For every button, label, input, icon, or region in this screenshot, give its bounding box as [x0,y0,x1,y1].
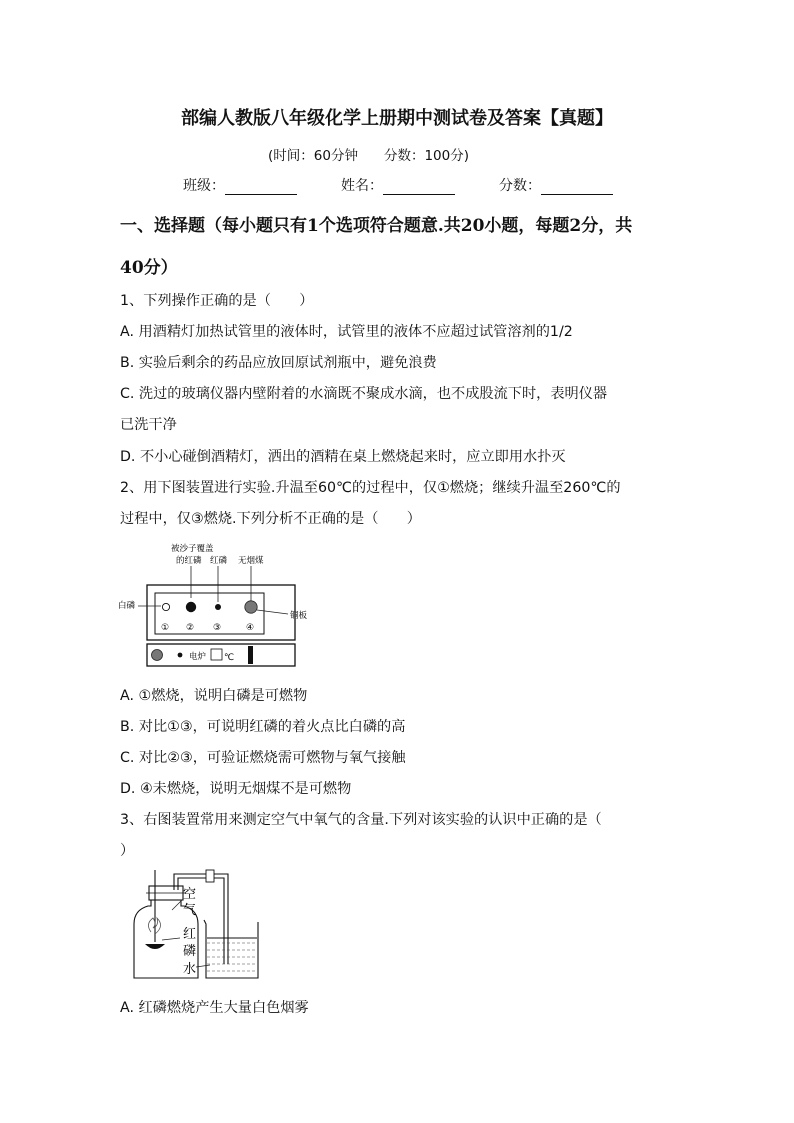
section-heading-line1: 一、选择题（每小题只有1个选项符合题意.共20小题，每题2分，共 [120,216,633,236]
label-water: 水 [183,962,197,977]
label-covered-red-phosphorus: 被沙子覆盖 [171,544,214,554]
q1-option-c: C. 洗过的玻璃仪器内壁附着的水滴既不聚成水滴，也不成股流下时，表明仪器 [120,386,608,402]
stove-degree-sign: ℃ [224,653,235,663]
label-anthracite: 无烟煤 [238,556,264,566]
q3-stem-cont: ） [120,843,135,859]
label-air-2: 气 [183,903,197,918]
label-air-1: 空 [183,887,197,902]
stove-display [211,649,222,660]
stove-switch [248,646,253,664]
oxygen-content-apparatus-figure [118,866,278,986]
label-red-phos-1: 红 [183,927,197,942]
exam-total-score: 分数：100分) [383,148,469,164]
red-phosphorus-sample [215,604,221,610]
combustion-spoon [145,944,165,949]
anthracite-sample [245,601,257,613]
marker-4: ④ [246,623,255,633]
label-covered-red-phosphorus-2: 的红磷 [176,556,202,566]
score-blank[interactable] [541,180,613,195]
label-copper-plate: 铜板 [290,611,308,621]
stove-knob [152,650,163,661]
q2-option-b: B. 对比①③，可说明红磷的着火点比白磷的高 [120,719,406,735]
combustion-apparatus-figure [114,540,324,668]
name-label: 姓名： [341,178,383,194]
section-heading-line2: 40分） [120,258,178,278]
q3-option-a: A. 红磷燃烧产生大量白色烟雾 [120,1000,309,1016]
q1-stem: 1、下列操作正确的是（ ） [120,293,314,309]
clamp-icon [206,870,214,882]
q3-stem: 3、右图装置常用来测定空气中氧气的含量.下列对该实验的认识中正确的是（ [120,812,602,828]
student-info-row [183,175,613,195]
q2-stem-cont: 过程中，仅③燃烧.下列分析不正确的是（ ） [120,511,421,527]
score-label: 分数： [499,178,541,194]
name-blank[interactable] [383,180,455,195]
q2-option-d: D. ④未燃烧，说明无烟煤不是可燃物 [120,781,352,797]
marker-1: ① [161,623,170,633]
page-title: 部编人教版八年级化学上册期中测试卷及答案【真题】 [181,108,613,129]
white-phosphorus-sample [162,603,169,610]
q1-option-b: B. 实验后剩余的药品应放回原试剂瓶中，避免浪费 [120,355,437,371]
class-label: 班级： [183,178,225,194]
q1-option-c-cont: 已洗干净 [120,417,177,433]
q2-option-a: A. ①燃烧，说明白磷是可燃物 [120,688,308,704]
exam-meta [268,144,469,164]
stove-indicator [178,653,183,658]
label-electric-stove: 电炉 [189,652,207,662]
exam-time: (时间：60分钟 [268,148,358,164]
q2-option-c: C. 对比②③，可验证燃烧需可燃物与氧气接触 [120,750,406,766]
q2-stem: 2、用下图装置进行实验.升温至60℃的过程中，仅①燃烧；继续升温至260℃的 [120,480,621,496]
beaker [204,920,258,978]
label-red-phosphorus: 红磷 [210,556,228,566]
covered-red-phosphorus-sample [186,602,196,612]
label-white-phosphorus: 白磷 [118,601,136,611]
class-blank[interactable] [225,180,297,195]
q1-option-d: D. 不小心碰倒酒精灯，洒出的酒精在桌上燃烧起来时，应立即用水扑灭 [120,449,566,465]
marker-2: ② [186,623,195,633]
marker-3: ③ [213,623,222,633]
q1-option-a: A. 用酒精灯加热试管里的液体时，试管里的液体不应超过试管溶剂的1/2 [120,324,573,340]
label-red-phos-2: 磷 [183,944,197,959]
